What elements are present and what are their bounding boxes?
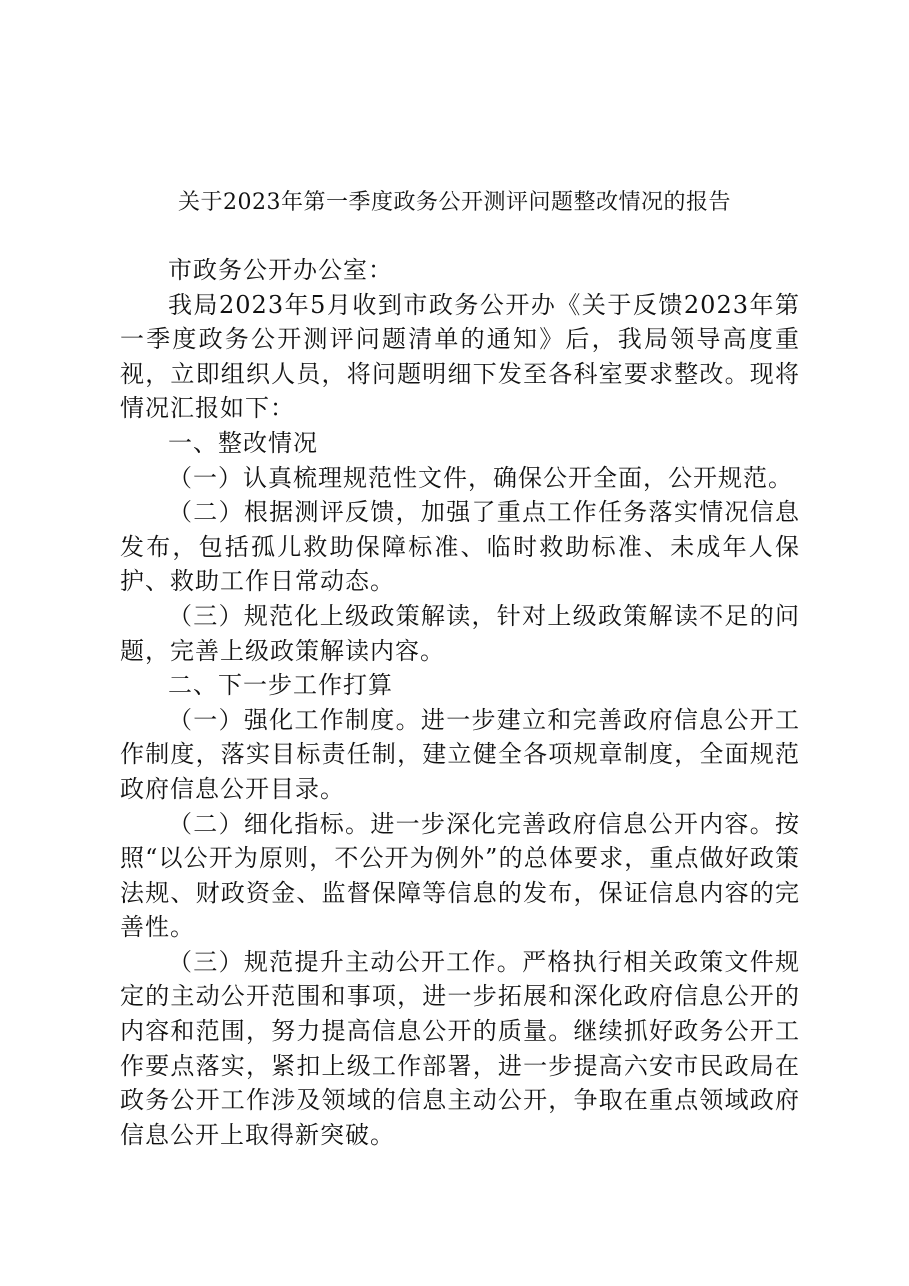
document-body [120, 253, 800, 1152]
salutation: 市政务公开办公室： [168, 256, 393, 284]
section-heading-rectification: 一、整改情况 [168, 428, 318, 457]
paragraph-item: （二）根据测评反馈，加强了重点工作任务落实情况信息发布，包括孤儿救助保障标准、临时救助标准、未成年人保护、救助工作日常动态。 [120, 498, 800, 596]
document-title: 关于2023年第一季度政务公开测评问题整改情况的报告 [178, 190, 731, 215]
paragraph-item: （一）认真梳理规范性文件，确保公开全面，公开规范。 [168, 463, 793, 492]
paragraph-item: （二）细化指标。进一步深化完善政府信息公开内容。按照“以公开为原则，不公开为例外”的总体要求，重点做好政策法规、财政资金、监督保障等信息的发布，保证信息内容的完善性。 [120, 809, 800, 942]
paragraph-item: （三）规范化上级政策解读，针对上级政策解读不足的问题，完善上级政策解读内容。 [120, 601, 800, 665]
paragraph-intro: 我局2023年5月收到市政务公开办《关于反馈2023年第一季度政务公开测评问题清单的通知》后，我局领导高度重视，立即组织人员，将问题明细下发至各科室要求整改。现将情况汇报如下： [120, 290, 800, 423]
section-heading-next-steps: 二、下一步工作打算 [168, 671, 393, 700]
paragraph-item: （一）强化工作制度。进一步建立和完善政府信息公开工作制度，落实目标责任制，建立健全各项规章制度，全面规范政府信息公开目录。 [120, 705, 800, 803]
paragraph-item: （三）规范提升主动公开工作。严格执行相关政策文件规定的主动公开范围和事项，进一步拓展和深化政府信息公开的内容和范围，努力提高信息公开的质量。继续抓好政务公开工作要点落实，紧扣上级工作部署，进一步提高六安市民政局在政务公开工作涉及领域的信息主动公开，争取在重点领域政府信息公开上取得新突破。 [120, 947, 800, 1149]
